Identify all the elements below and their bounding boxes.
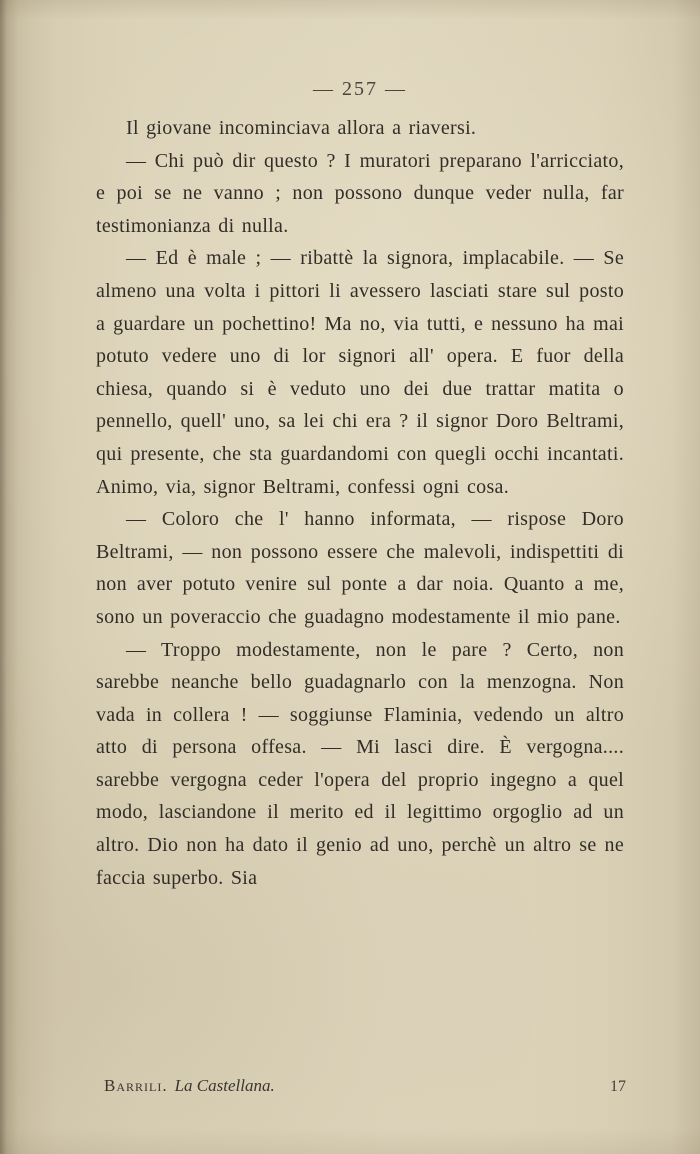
book-title: La Castellana. [174, 1076, 275, 1095]
paragraph: — Ed è male ; — ribattè la signora, implacabile. — Se almeno una volta i pittori li avessero lasciati stare sul posto a guardare un pochettino! Ma no, via tutti, e nessuno ha mai potuto vedere uno di lor signori all' opera. E fuor della chiesa, quando si è veduto uno dei due trattar matita o pennello, quell' uno, sa lei chi era ? il signor Doro Beltrami, qui presente, che sta guardandomi con quegli occhi incantati. Animo, via, signor Beltrami, confessi ogni cosa. [96, 247, 624, 498]
page-number: — 257 — [313, 78, 407, 100]
paragraph: Il giovane incominciava allora a riaversi. [126, 117, 477, 139]
paragraph: — Chi può dir questo ? I muratori preparano l'arricciato, e poi se ne vanno ; non possono dunque veder nulla, far testimonianza di nulla. [96, 149, 624, 237]
page-footer [104, 1076, 626, 1096]
paragraph: — Coloro che l' hanno informata, — rispose Doro Beltrami, — non possono essere che malevoli, indispettiti di non aver potuto venire sul ponte a dar noia. Quanto a me, sono un poveraccio che guadagno modestamente il mio pane. [96, 508, 624, 628]
author-name: Barrili. [104, 1076, 168, 1095]
footer-imprint [104, 1076, 275, 1096]
text-block [96, 112, 624, 894]
signature-number: 17 [610, 1078, 626, 1095]
paragraph: — Troppo modestamente, non le pare ? Certo, non sarebbe neanche bello guadagnarlo con la menzogna. Non vada in collera ! — soggiunse Flaminia, vedendo un altro atto di persona offesa. — Mi lasci dire. È vergogna.... sarebbe vergogna ceder l'opera del proprio ingegno a quel modo, lasciandone il merito ed il legittimo orgoglio ad un altro. Dio non ha dato il genio ad uno, perchè un altro se ne faccia superbo. Sia [96, 638, 624, 889]
